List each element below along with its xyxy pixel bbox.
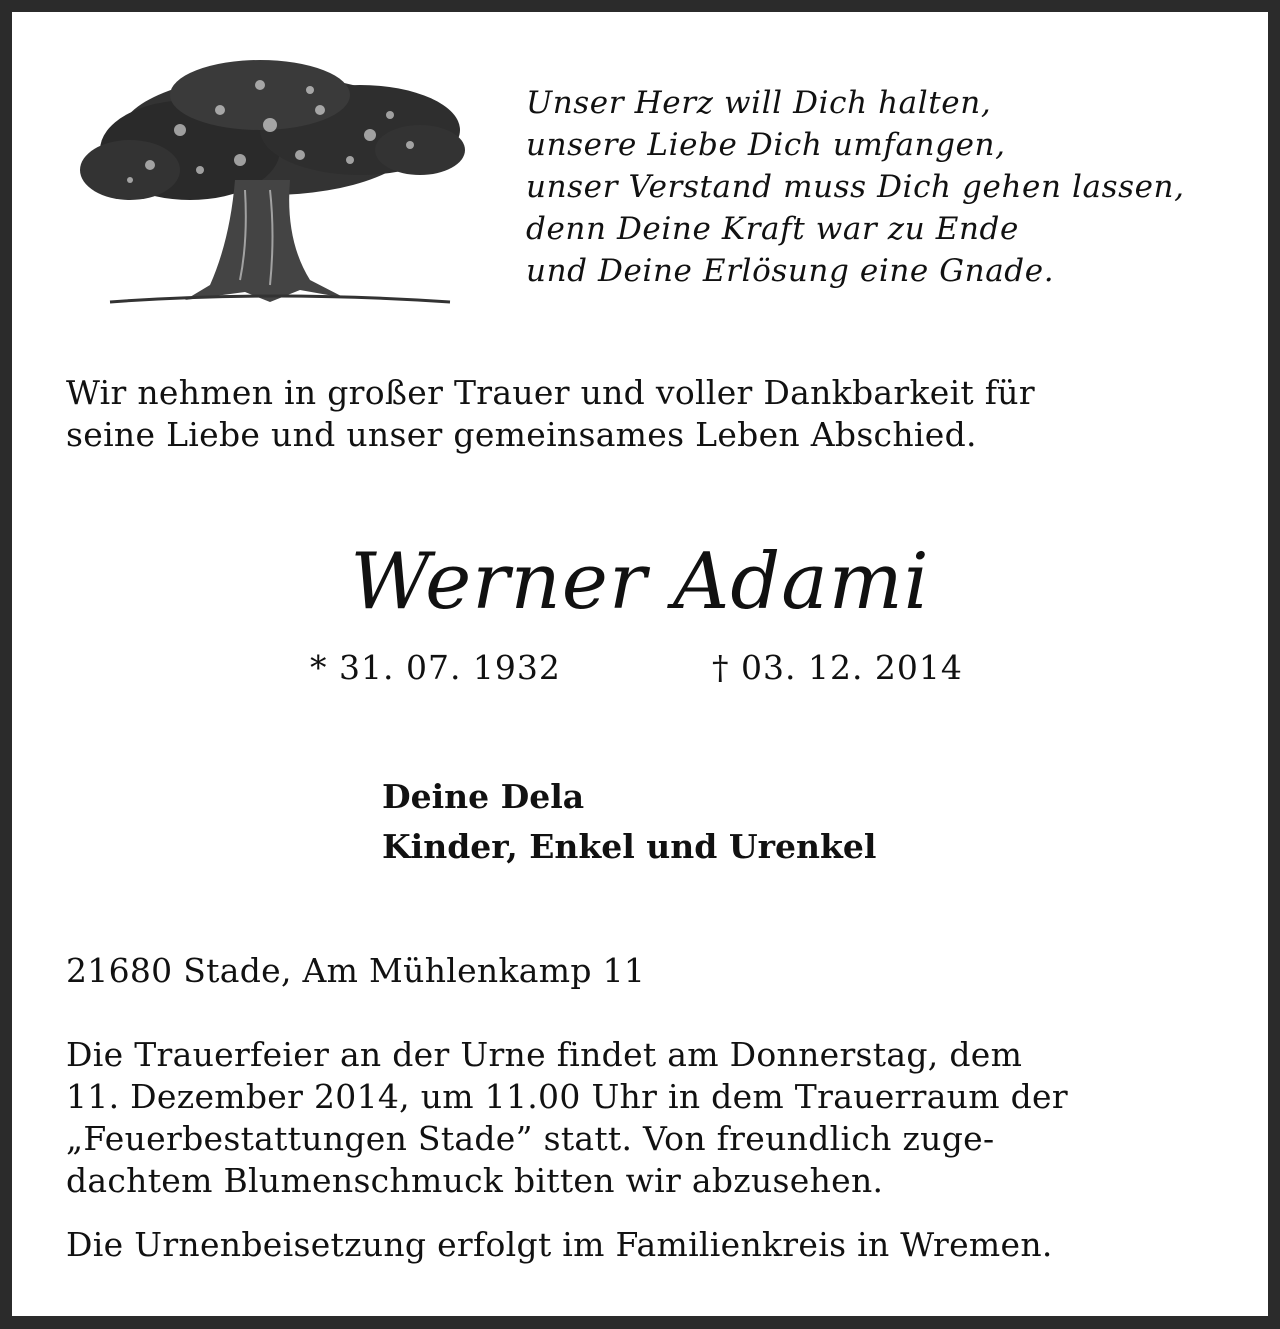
ceremony-line: 11. Dezember 2014, um 11.00 Uhr in dem Trauerraum der [66,1077,1068,1116]
ceremony-line: „Feuerbestattungen Stade” statt. Von freundlich zuge- [66,1119,995,1158]
address: 21680 Stade, Am Mühlenkamp 11 [66,951,646,990]
birth-date: * 31. 07. 1932 [310,648,561,687]
tree-icon [70,40,470,320]
obituary-card [12,12,1268,1316]
ceremony-line: Die Trauerfeier an der Urne findet am Donnerstag, dem [66,1035,1023,1074]
intro-line: Wir nehmen in großer Trauer und voller Dankbarkeit für [66,373,1035,412]
ceremony-line: dachtem Blumenschmuck bitten wir abzusehen. [66,1161,884,1200]
mourner-line: Deine Dela [382,777,585,816]
poem-line: unser Verstand muss Dich gehen lassen, [526,169,1185,205]
mourner-line: Kinder, Enkel und Urenkel [382,827,877,866]
burial-text: Die Urnenbeisetzung erfolgt im Familienkreis in Wremen. [66,1225,1053,1264]
poem-line: Unser Herz will Dich halten, [526,85,992,121]
poem-line: denn Deine Kraft war zu Ende [526,211,1019,247]
poem-line: unsere Liebe Dich umfangen, [526,127,1006,163]
poem [526,82,1185,292]
mourners [382,772,876,872]
death-date: † 03. 12. 2014 [712,648,963,687]
intro-line: seine Liebe und unser gemeinsames Leben Abschied. [66,415,977,454]
poem-line: und Deine Erlösung eine Gnade. [526,253,1055,289]
deceased-name: Werner Adami [350,537,930,627]
ceremony-text [66,1034,1216,1202]
intro-text [66,372,1216,456]
